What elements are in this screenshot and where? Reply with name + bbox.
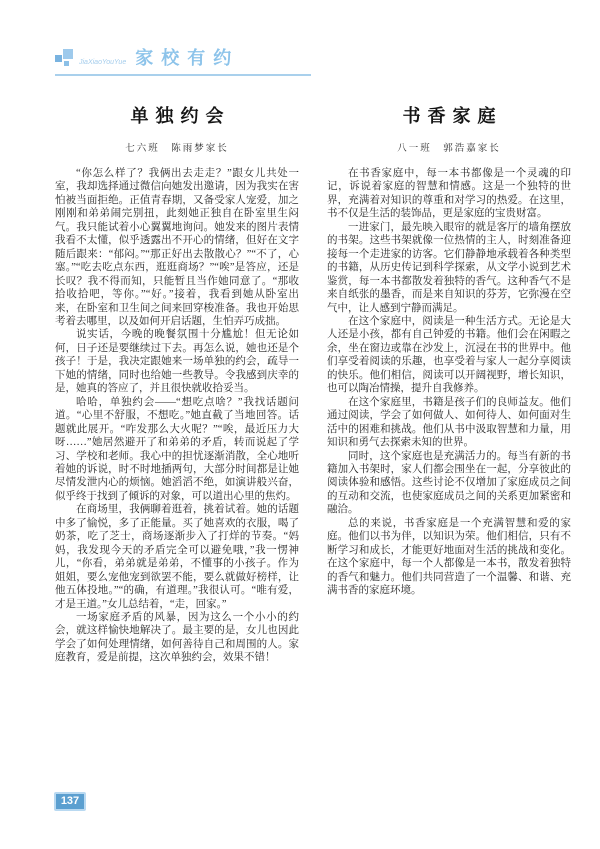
article-title: 书香家庭 [402, 106, 503, 126]
article-scholarly-family [327, 92, 571, 665]
paragraph: 同时，这个家庭也是充满活力的。每当有新的书籍加入书架时，家人们都会围坐在一起，分享彼此的阅读体验和感悟。这些讨论不仅增加了家庭成员之间的互动和交流，也使家庭成员之间的关系更加紧密和融洽。 [327, 450, 571, 516]
brand-title: 家校有约 [135, 48, 240, 68]
paragraph: “你怎么样了？我俩出去走走？”跟女儿共处一室，我却选择通过微信向她发出邀请，因为我实在害怕被当面拒绝。正值青春期，又备受家人宠爱，加之刚刚和弟弟闹完别扭，此刻她正独自在卧室里生闷气。我只能试着小心翼翼地询问。她发来的图片表情我看不太懂，似乎透露出不开心的情绪，但好在文字随后跟来：“郁闷。”“那正好出去散散心？”“不了，心塞。”“吃去吃点东西，逛逛商场？”“唉”是答应，还是长叹？我不得而知，只能暂且当作她同意了。“那收拾收拾吧，等你。”“好。”接着，我看到她从卧室出来，在卧室和卫生间之间来回穿梭准备。我也开始思考着去哪里，以及如何开启话题，生怕弄巧成拙。 [55, 168, 299, 327]
two-column-layout [55, 92, 571, 665]
paragraph: 一进家门，最先映入眼帘的就是客厅的墙角摆放的书架。这些书架就像一位热情的主人，时刻准备迎接每一个走进家的访客。它们静静地承载着各种类型的书籍，从历史传记到科学探索，从文学小说到艺术鉴赏，每一本书都散发着独特的香气。这种香气不是来自纸张的墨香，而是来自知识的芬芳，它弥漫在空气中，让人感到宁静而满足。 [327, 221, 571, 314]
paragraph: 总的来说，书香家庭是一个充满智慧和爱的家庭。他们以书为伴，以知识为荣。他们相信，只有不断学习和成长，才能更好地面对生活的挑战和变化。在这个家庭中，每一个人都像是一本书，散发着独特的香气和魅力。他们共同营造了一个温馨、和谐、充满书香的家庭环境。 [327, 517, 571, 597]
pixel-squares-icon [55, 48, 74, 67]
article-single-date [55, 92, 299, 665]
article-byline: 七六班 陈雨梦家长 [125, 144, 229, 154]
brand-subtitle: JiaXiaoYouYue [79, 59, 127, 66]
paragraph: 在这个家庭里，书籍是孩子们的良师益友。他们通过阅读，学会了如何做人、如何待人、如何面对生活中的困难和挑战。他们从书中汲取智慧和力量，用知识和勇气去探索未知的世界。 [327, 396, 571, 449]
article-title: 单独约会 [130, 106, 231, 126]
paragraph: 在这个家庭中，阅读是一种生活方式。无论是大人还是小孩，都有自己钟爱的书籍。他们会在闲暇之余，坐在窗边或靠在沙发上，沉浸在书的世界中。他们享受着阅读的乐趣，也享受着与家人一起分享阅读的快乐。他们相信，阅读可以开阔视野，增长知识，也可以陶冶情操，提升自我修养。 [327, 315, 571, 395]
page-number-badge: 137 [54, 792, 86, 811]
paragraph: 一场家庭矛盾的风暴，因为这么一个小小的约会，就这样愉快地解决了。最主要的是，女儿也因此学会了如何处理情绪，如何善待自己和周围的人。家庭教育，爱是前提，这次单独约会，效果不错！ [55, 611, 299, 664]
paragraph: 说实话，今晚的晚餐氛围十分尴尬！但无论如何，日子还是要继续过下去。再怎么说，她也还是个孩子！于是，我决定跟她来一场单独的约会，疏导一下她的情绪，同时也给她一些教导。令我感到庆幸的是，她真的答应了，并且很快就收拾妥当。 [55, 329, 299, 395]
article-byline: 八一班 郭浩嘉家长 [397, 144, 501, 154]
paragraph: 哈哈，单独约会——“想吃点啥？”我找话题问道。“心里不舒服，不想吃。”她直截了当地回答。话题就此展开。“咋发那么大火呢？”“唉，最近压力大呀……”她居然避开了和弟弟的矛盾，转而说起了学习、学校和老师。我心中的担忧逐渐消散，全心地听着她的诉说，时不时地插两句，大部分时间都是让她尽情发泄内心的烦恼。她滔滔不绝，如演讲般兴奋，似乎终于找到了倾诉的对象，可以道出心里的焦灼。 [55, 396, 299, 502]
page-header [55, 48, 311, 76]
paragraph: 在书香家庭中，每一本书都像是一个灵魂的印记，诉说着家庭的智慧和情感。这是一个独特的世界，充满着对知识的尊重和对学习的热爱。在这里，书不仅是生活的装饰品，更是家庭的宝贵财富。 [327, 168, 571, 220]
paragraph: 在商场里，我俩聊着逛着，挑着试着。她的话题中多了愉悦，多了正能量。买了她喜欢的衣服，喝了奶茶，吃了芝士，商场逐渐步入了打烊的节奏。“妈妈，我发现今天的矛盾完全可以避免哦，”我一愣神儿，“你看，弟弟就是弟弟，不懂事的小孩子。作为姐姐，要么宠他宠到欲罢不能，要么就做好榜样，让他五体投地。”“的确，有道理。”我很认可。“唯有爱，才是王道。”女儿总结着，“走，回家。” [55, 504, 299, 610]
